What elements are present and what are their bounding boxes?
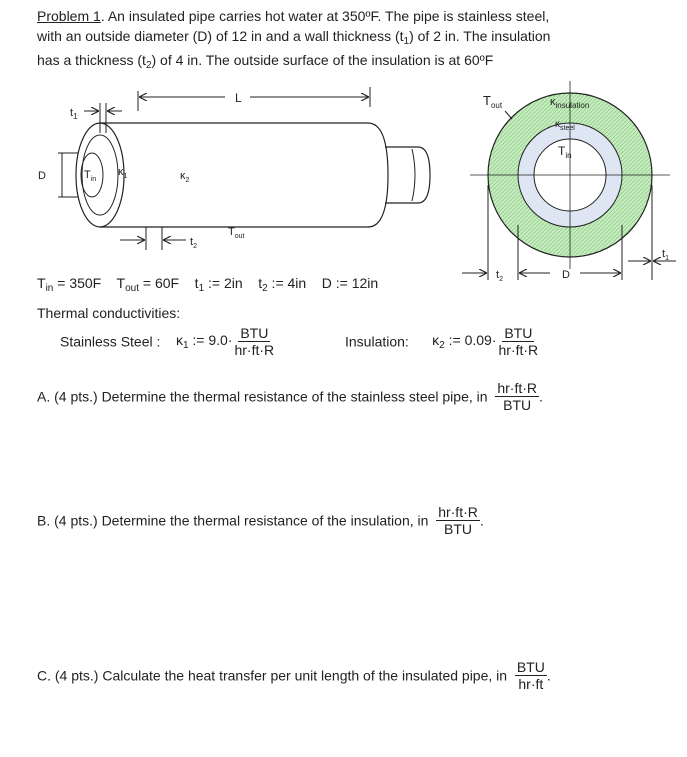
t2-label-side: $t_2$ bbox=[190, 236, 197, 250]
length-dimension bbox=[138, 87, 370, 111]
diameter-label-side: D bbox=[38, 170, 46, 182]
t1-dimension-top bbox=[70, 103, 122, 133]
t1-label-section: $t_1$ bbox=[662, 248, 669, 262]
question-c: C. (4 pts.) Calculate the heat transfer per unit length of the insulated pipe, in $\frac{\text{BTU}}{hr\cdot ft}$ . bbox=[37, 659, 551, 692]
insulation-conductivity: Insulation: $\kappa_2$ := 0.09· $\frac{\text{BTU}}{hr\cdot ft\cdot R}$ bbox=[345, 325, 539, 358]
svg-text:t1: $t_1$ bbox=[70, 107, 78, 121]
ksteel-label: $\kappa_{steel}$ bbox=[555, 119, 575, 132]
pipe-cross-section bbox=[462, 81, 676, 283]
tout-label-side: $T_{out}$ bbox=[228, 226, 245, 240]
problem-line-3: has a thickness $(t_2)$ of 4 in. The outside surface of the insulation is at 60ºF bbox=[37, 52, 494, 71]
diameter-label-section: D bbox=[562, 269, 570, 281]
pipe-side-view bbox=[38, 123, 430, 250]
problem-line-1: Problem 1. An insulated pipe carries hot water at 350ºF. The pipe is stainless steel, bbox=[37, 8, 550, 24]
t2-label-section: $t_2$ bbox=[496, 269, 503, 283]
thermal-heading: Thermal conductivities: bbox=[37, 305, 181, 321]
tin-label-section: $T_{in}$ bbox=[558, 144, 572, 160]
steel-conductivity: Stainless Steel : $\kappa_1$ := 9.0· $\frac{\text{BTU}}{hr\cdot ft\cdot R}$ bbox=[60, 325, 275, 358]
tin-label-side: $T_{in}$ bbox=[84, 169, 97, 183]
k1-label-side: $\kappa_1$ bbox=[118, 166, 128, 180]
k2-label-side: $\kappa_2$ bbox=[180, 170, 190, 184]
problem-line-2: with an outside diameter (D) of 12 in and a wall thickness $(t_1)$ of 2 in. The insulation bbox=[37, 28, 551, 47]
question-b: B. (4 pts.) Determine the thermal resistance of the insulation, in $\frac{hr\cdot ft\cdot R}{\text{BTU}}$ . bbox=[37, 504, 484, 537]
length-label: L bbox=[235, 91, 242, 105]
givens-row: $T_{in} = 350F$ $T_{out} = 60F$ $t_1$ := 2in $t_2$ := 4in D := 12in bbox=[37, 275, 379, 294]
tout-label-section: $T_{out}$ bbox=[483, 93, 503, 110]
problem-label: Problem 1 bbox=[37, 8, 101, 24]
kinsulation-label: $\kappa_{insulation}$ bbox=[550, 96, 590, 110]
question-a: A. (4 pts.) Determine the thermal resistance of the stainless steel pipe, in $\frac{hr\cdot ft\cdot R}{\text{BTU}}$ . bbox=[37, 380, 543, 413]
